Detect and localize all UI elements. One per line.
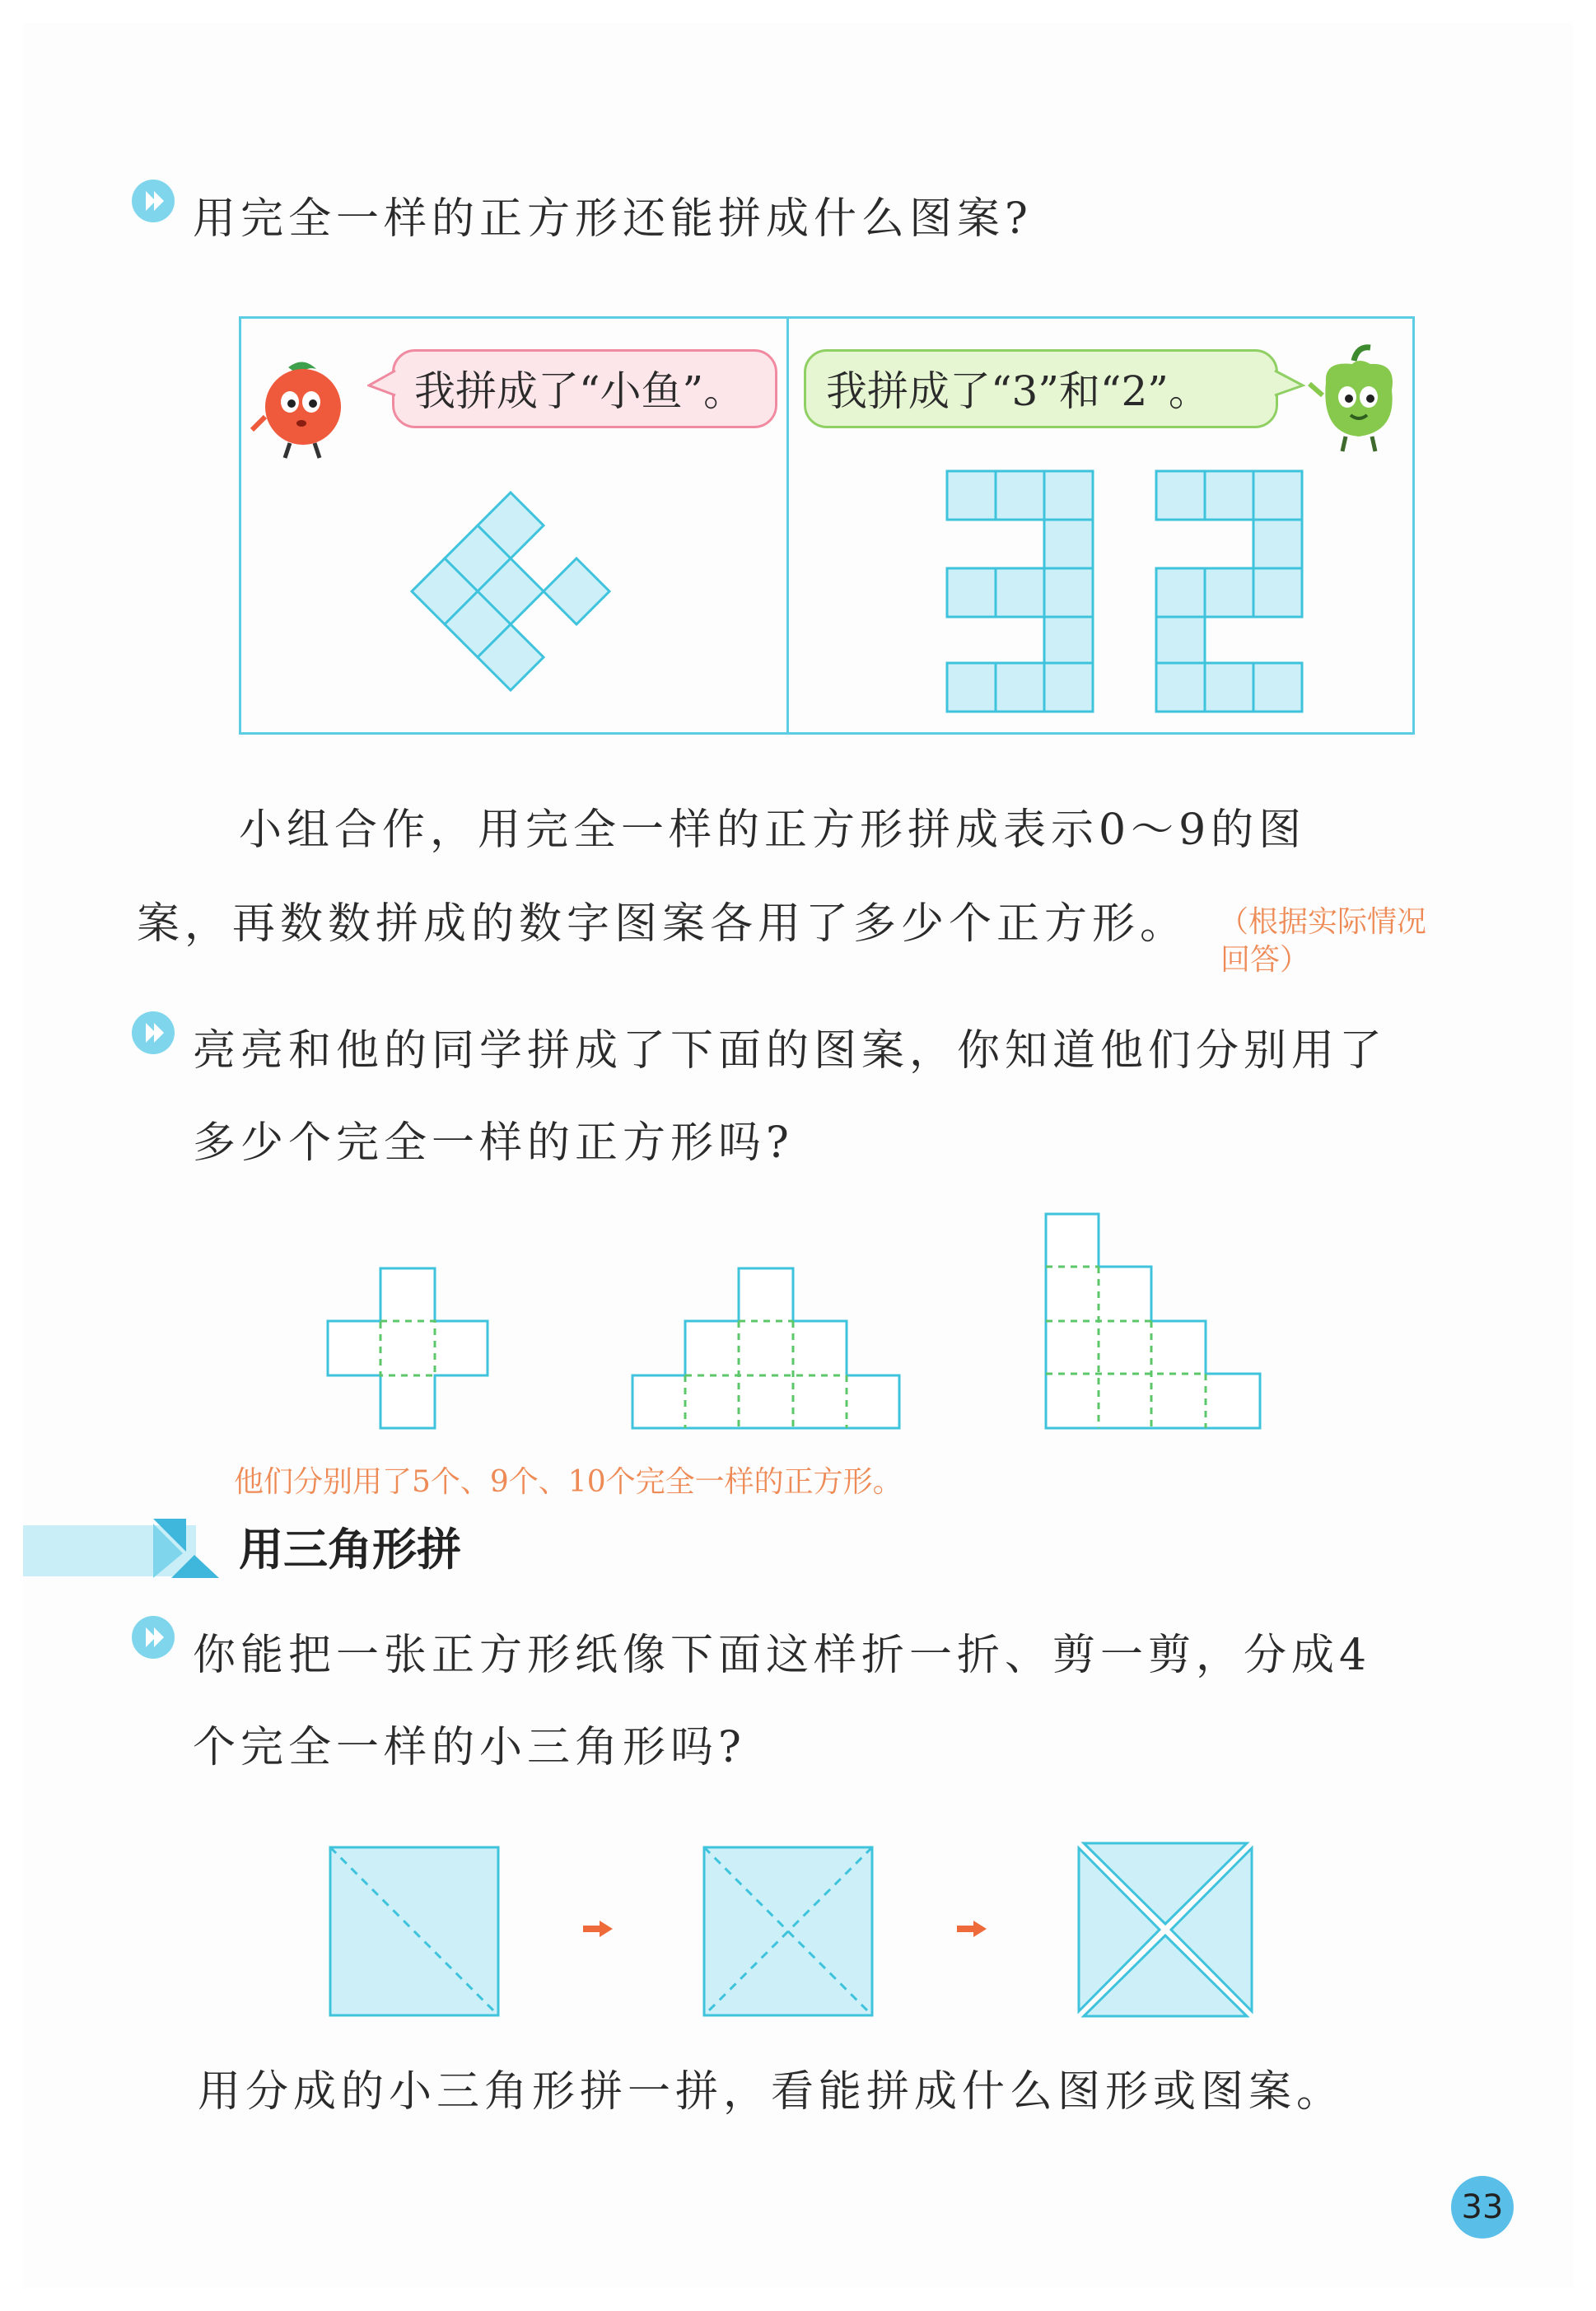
speech-bubble-right <box>804 349 1278 428</box>
closing-instruction: 用分成的小三角形拼一拼，看能拼成什么图形或图案。 <box>198 2067 1345 2117</box>
paragraph-line-1: 小组合作，用完全一样的正方形拼成表示0～9的图 <box>239 805 1307 855</box>
answer-note-line-2: 回答） <box>1220 943 1310 977</box>
panel-divider <box>786 316 789 735</box>
tomato-character-icon <box>247 352 359 465</box>
digit-2-pattern <box>1155 469 1304 713</box>
question-3-line-2: 个完全一样的小三角形吗? <box>193 1723 746 1772</box>
staircase-pattern <box>1044 1212 1262 1430</box>
question-3-line-1: 你能把一张正方形纸像下面这样折一折、剪一剪，分成4 <box>193 1631 1372 1680</box>
square-fold-step-1 <box>328 1845 501 2018</box>
cross-pattern <box>326 1267 489 1430</box>
question-2-answer: 他们分别用了5个、9个、10个完全一样的正方形。 <box>234 1465 903 1499</box>
arrow-right-icon <box>581 1919 614 1939</box>
question-2-line-2: 多少个完全一样的正方形吗? <box>193 1118 794 1168</box>
answer-note-line-1: （根据实际情况 <box>1219 905 1427 939</box>
left-bubble-text: 我拼成了“小鱼”。 <box>414 367 745 415</box>
question-2-line-1: 亮亮和他的同学拼成了下面的图案，你知道他们分别用了 <box>193 1026 1388 1076</box>
question-1 <box>132 173 1033 265</box>
question-1-text: 用完全一样的正方形还能拼成什么图案? <box>193 194 1033 244</box>
double-arrow-icon <box>132 1011 175 1054</box>
question-2 <box>132 1005 1387 1189</box>
section-title: 用三角形拼 <box>239 1524 461 1576</box>
double-arrow-icon <box>132 1616 175 1659</box>
square-fold-step-2 <box>702 1845 875 2018</box>
page-number: 33 <box>1451 2176 1514 2239</box>
digit-3-pattern <box>945 469 1095 713</box>
double-arrow-icon <box>132 180 175 222</box>
paragraph-line-2: 案，再数数拼成的数字图案各用了多少个正方形。 <box>137 899 1188 949</box>
fish-pattern <box>404 486 626 708</box>
square-cut-triangles <box>1074 1838 1257 2021</box>
triangle-section-icon <box>150 1515 222 1581</box>
speech-bubble-left <box>392 349 777 428</box>
bubble-tail-left <box>367 367 397 400</box>
arrow-right-icon <box>955 1919 988 1939</box>
green-pepper-character-icon <box>1300 341 1415 456</box>
pyramid-pattern <box>631 1267 901 1430</box>
question-3 <box>132 1609 1371 1794</box>
right-bubble-text: 我拼成了“3”和“2”。 <box>826 367 1210 415</box>
